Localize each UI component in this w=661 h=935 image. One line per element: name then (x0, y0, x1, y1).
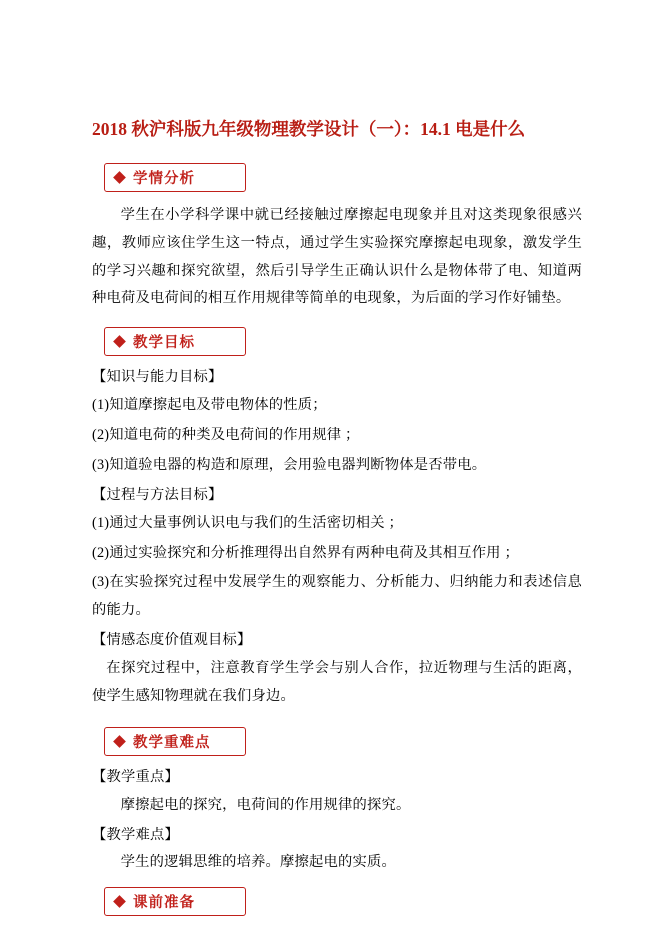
group-title: 【教学难点】 (92, 826, 179, 843)
paragraph: 学生的逻辑思维的培养。摩擦起电的实质。 (120, 854, 397, 871)
diamond-bullet-icon (113, 735, 126, 748)
list-item: (2)通过实验探究和分析推理得出自然界有两种电荷及其相互作用 ； (92, 544, 519, 561)
section-header-jiaoxuemubiao (104, 327, 246, 356)
spacer (92, 713, 582, 727)
list-item: (1)知道摩擦起电及带电物体的性质； (92, 397, 327, 414)
group-title: 【教学重点】 (92, 768, 179, 785)
list-item: (3)在实验探究过程中发展学生的观察能力、分析能力、归纳能力和表述信息的能力。 (92, 574, 582, 619)
section-header-xueqingfenxi (104, 163, 246, 192)
spacer (92, 313, 582, 327)
paragraph: 摩擦起电的探究，电荷间的作用规律的探究。 (120, 796, 411, 813)
group-title: 【知识与能力目标】 (92, 369, 223, 386)
diamond-bullet-icon (113, 335, 126, 348)
paragraph: 在探究过程中，注意教育学生学会与别人合作，拉近物理与生活的距离，使学生感知物理就在我们身边。 (92, 660, 582, 704)
diamond-bullet-icon (113, 171, 126, 184)
diamond-bullet-icon (113, 895, 126, 908)
spacer (92, 879, 582, 887)
section-header-jiaoxuezhongnandian (104, 727, 246, 756)
section-header-label: 教学重难点 (133, 734, 211, 751)
section-header-keqianzhunbei (104, 887, 246, 916)
group-title: 【过程与方法目标】 (92, 486, 223, 503)
paragraph: 学生在小学科学课中就已经接触过摩擦起电现象并且对这类现象很感兴趣，教师应该住学生这一特点，通过学生实验探究摩擦起电现象，激发学生的学习兴趣和探究欲望，然后引导学生正确认识什么是物体带了电、知道两种电荷及电荷间的相互作用规律等简单的电现象，为后面的学习作好铺垫。 (92, 206, 582, 307)
list-item: (3)知道验电器的构造和原理，会用验电器判断物体是否带电。 (92, 456, 487, 473)
page-title: 2018 秋沪科版九年级物理教学设计（一）：14.1 电是什么 (92, 119, 526, 139)
list-item: (1)通过大量事例认识电与我们的生活密切相关 ； (92, 514, 403, 531)
section-header-label: 教学目标 (133, 335, 195, 352)
section-header-label: 学情分析 (133, 170, 195, 187)
document-body (92, 118, 582, 924)
list-item: (2)知道电荷的种类及电荷间的作用规律 ； (92, 427, 360, 443)
section-header-label: 课前准备 (133, 895, 195, 912)
group-title: 【情感态度价值观目标】 (92, 632, 252, 649)
